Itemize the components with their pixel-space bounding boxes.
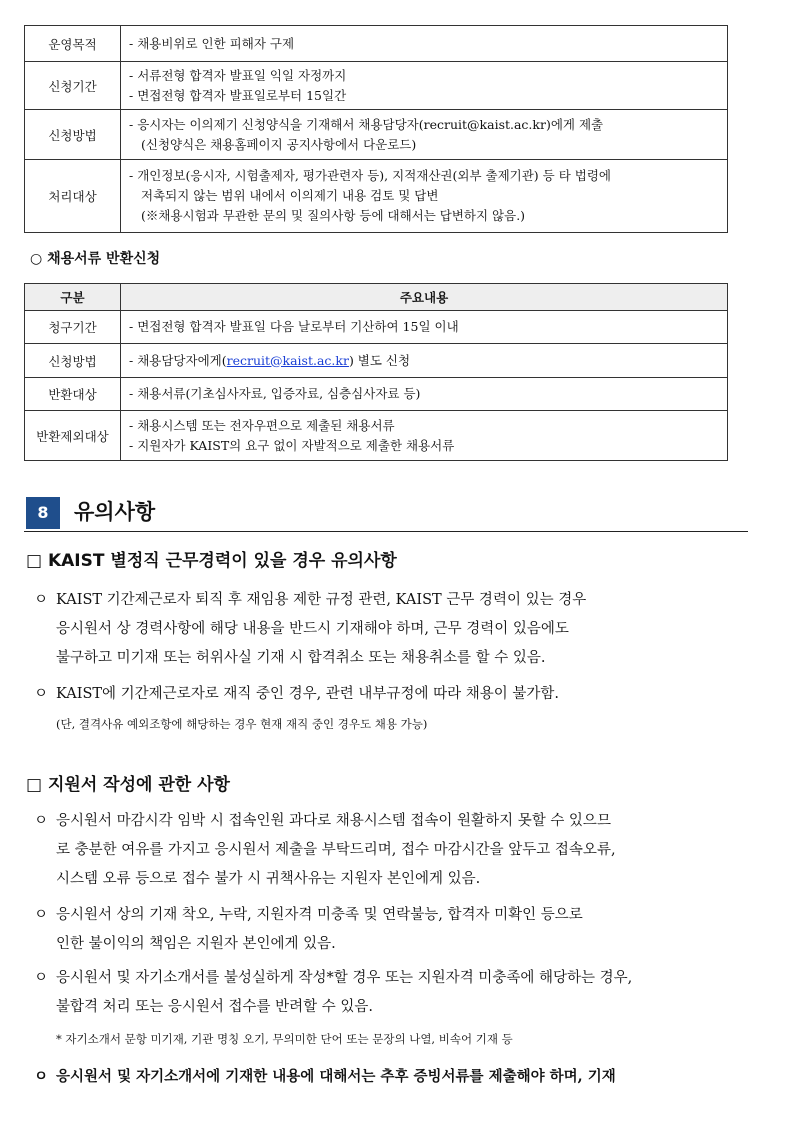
table-row: [25, 311, 728, 344]
paragraph: [34, 680, 754, 709]
bullet-mark: ㅇ: [34, 970, 49, 986]
row-value: [121, 26, 728, 62]
paragraph-line: 응시원서 마감시각 임박 시 접속인원 과다로 채용시스템 접속이 원활하지 못할 수 있으므: [56, 813, 611, 829]
row-label: 처리대상: [25, 160, 121, 233]
row-value: [121, 160, 728, 233]
paragraph-line: 응시원서 및 자기소개서에 기재한 내용에 대해서는 추후 증빙서류를 제출해야 하며, 기재: [56, 1068, 616, 1085]
table-row: [25, 26, 728, 62]
row-line: (신청양식은 채용홈페이지 공지사항에서 다운로드): [141, 136, 417, 152]
paragraph: [34, 586, 754, 673]
table-row: [25, 344, 728, 378]
header-col-category: 구분: [25, 284, 121, 311]
row-line: (※채용시험과 무관한 문의 및 질의사항 등에 대해서는 답변하지 않음.): [141, 208, 526, 223]
row-value: [121, 62, 728, 110]
paragraph-line: 불합격 처리 또는 응시원서 접수를 반려할 수 있음.: [56, 999, 374, 1015]
row-label: 반환대상: [25, 378, 121, 411]
paragraph: [34, 964, 754, 1022]
row-line: - 지원자가 KAIST의 요구 없이 자발적으로 제출한 채용서류: [129, 437, 455, 453]
row-text: - 채용담당자에게(: [129, 352, 227, 368]
row-value: - 채용서류(기초심사자료, 입증자료, 심층심사자료 등): [121, 378, 728, 411]
email-link[interactable]: recruit@kaist.ac.kr: [226, 352, 349, 368]
bullet-mark: ㅇ: [34, 1068, 49, 1085]
row-label: 운영목적: [25, 26, 121, 62]
row-label: 반환제외대상: [25, 411, 121, 461]
objection-table: [24, 25, 728, 233]
paragraph: [34, 807, 754, 894]
document-return-table: [24, 283, 728, 461]
bullet-mark: ㅇ: [34, 813, 49, 829]
table-row: [25, 378, 728, 411]
row-value: [121, 411, 728, 461]
note: (단, 결격사유 예외조항에 해당하는 경우 현재 재직 중인 경우도 채용 가능): [56, 717, 428, 731]
row-label: 신청기간: [25, 62, 121, 110]
block-heading: □ KAIST 별정직 근무경력이 있을 경우 유의사항: [26, 551, 397, 571]
row-value: - 면접전형 합격자 발표일 다음 날로부터 기산하여 15일 이내: [121, 311, 728, 344]
paragraph-line: 응시원서 상의 기재 착오, 누락, 지원자격 미충족 및 연락불능, 합격자 미확인 등으로: [56, 907, 583, 923]
section-title: 유의사항: [74, 500, 156, 524]
paragraph: [34, 901, 754, 959]
row-value: [121, 110, 728, 160]
row-label: 신청방법: [25, 110, 121, 160]
paragraph-line: 로 충분한 여유를 가지고 응시원서 제출을 부탁드리며, 접수 마감시간을 앞두고 접속오류,: [56, 842, 616, 858]
bullet-mark: ㅇ: [34, 907, 49, 923]
row-line: - 면접전형 합격자 발표일로부터 15일간: [129, 87, 347, 103]
block-heading: □ 지원서 작성에 관한 사항: [26, 775, 230, 795]
table-row: [25, 62, 728, 110]
table-row: [25, 411, 728, 461]
paragraph-line: 응시원서 및 자기소개서를 불성실하게 작성*할 경우 또는 지원자격 미충족에 해당하는 경우,: [56, 970, 633, 986]
note: * 자기소개서 문항 미기재, 기관 명칭 오기, 무의미한 단어 또는 문장의 나열, 비속어 기재 등: [56, 1032, 513, 1046]
bullet-mark: ㅇ: [34, 686, 49, 702]
row-label: 신청방법: [25, 344, 121, 378]
paragraph-line: KAIST 기간제근로자 퇴직 후 재임용 제한 규정 관련, KAIST 근무 경력이 있는 경우: [56, 592, 587, 608]
row-line: - 채용시스템 또는 전자우편으로 제출된 채용서류: [129, 417, 395, 433]
section-divider: [24, 531, 748, 532]
row-line: - 채용비위로 인한 피해자 구제: [129, 35, 295, 51]
paragraph-line: 시스템 오류 등으로 접수 불가 시 귀책사유는 지원자 본인에게 있음.: [56, 871, 481, 887]
paragraph-line: 응시원서 상 경력사항에 해당 내용을 반드시 기재해야 하며, 근무 경력이 있음에도: [56, 621, 569, 637]
row-line: 저촉되지 않는 범위 내에서 이의제기 내용 검토 및 답변: [141, 188, 439, 203]
table-header-row: [25, 284, 728, 311]
table-row: [25, 110, 728, 160]
row-value: [121, 344, 728, 378]
paragraph: [34, 1062, 754, 1091]
bullet-mark: ㅇ: [34, 592, 49, 608]
row-line: - 응시자는 이의제기 신청양식을 기재해서 채용담당자(recruit@kaist.ac.kr)에게 제출: [129, 116, 604, 132]
row-label: 청구기간: [25, 311, 121, 344]
header-col-content: 주요내용: [121, 284, 728, 311]
row-line: - 개인정보(응시자, 시험출제자, 평가관련자 등), 지적재산권(외부 출제기관) 등 타 법령에: [129, 168, 611, 183]
paragraph-line: KAIST에 기간제근로자로 재직 중인 경우, 관련 내부규정에 따라 채용이 불가함.: [56, 686, 559, 702]
row-line: - 서류전형 합격자 발표일 익일 자정까지: [129, 67, 347, 83]
row-text: ) 별도 신청: [348, 352, 411, 368]
paragraph-line: 인한 불이익의 책임은 지원자 본인에게 있음.: [56, 936, 336, 952]
paragraph-line: 불구하고 미기재 또는 허위사실 기재 시 합격취소 또는 채용취소를 할 수 있음.: [56, 650, 546, 666]
sub-heading: ○ 채용서류 반환신청: [30, 251, 161, 267]
table-row: [25, 160, 728, 233]
section-number: 8: [26, 497, 60, 529]
